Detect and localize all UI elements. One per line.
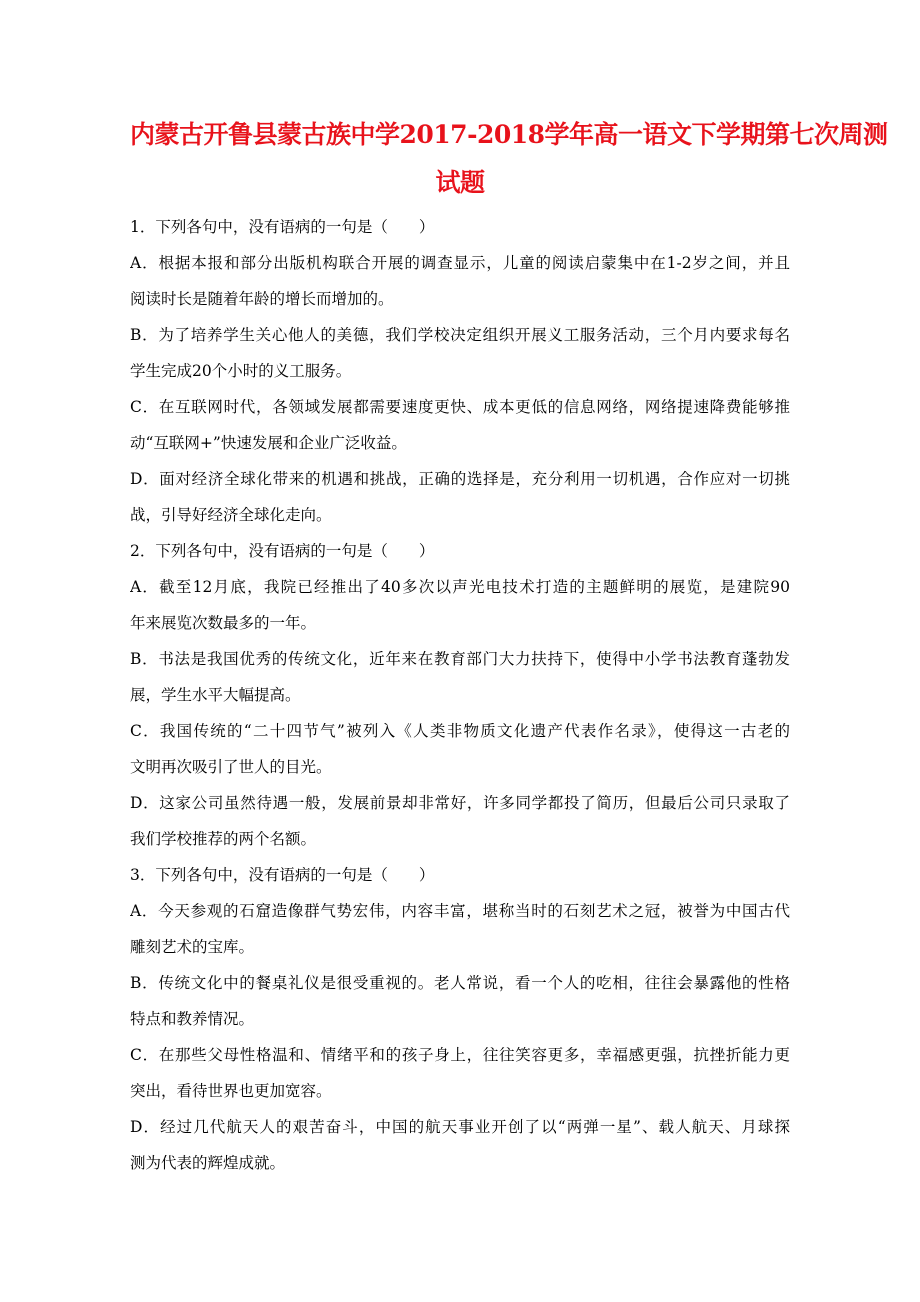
option-line: A．截至12月底，我院已经推出了40多次以声光电技术打造的主题鲜明的展览，是建院90 (130, 578, 790, 596)
option-line: 雕刻艺术的宝库。 (130, 938, 255, 956)
option-line: B．书法是我国优秀的传统文化，近年来在教育部门大力扶持下，使得中小学书法教育蓬勃发 (130, 650, 790, 668)
option-line: 年来展览次数最多的一年。 (130, 614, 317, 632)
option-line: 我们学校推荐的两个名额。 (130, 830, 317, 848)
document-title-continued: 试题 (435, 168, 485, 197)
option-line: A．根据本报和部分出版机构联合开展的调查显示，儿童的阅读启蒙集中在1-2岁之间，并且 (130, 254, 790, 272)
option-line: C．我国传统的“二十四节气”被列入《人类非物质文化遗产代表作名录》，使得这一古老的 (130, 722, 790, 740)
option-line: C．在那些父母性格温和、情绪平和的孩子身上，往往笑容更多，幸福感更强，抗挫折能力更 (130, 1046, 790, 1064)
option-line: 文明再次吸引了世人的目光。 (130, 758, 332, 776)
option-line: D．经过几代航天人的艰苦奋斗，中国的航天事业开创了以“两弹一星”、载人航天、月球探 (130, 1118, 790, 1136)
question-stem: 3．下列各句中，没有语病的一句是（ ） (130, 866, 435, 884)
option-line: 突出，看待世界也更加宽容。 (130, 1082, 332, 1100)
question-stem: 1．下列各句中，没有语病的一句是（ ） (130, 218, 435, 236)
option-line: A．今天参观的石窟造像群气势宏伟，内容丰富，堪称当时的石刻艺术之冠，被誉为中国古代 (130, 902, 790, 920)
document-title: 内蒙古开鲁县蒙古族中学2017-2018学年高一语文下学期第七次周测 (130, 120, 888, 149)
option-line: 展，学生水平大幅提高。 (130, 686, 301, 704)
option-line: B．传统文化中的餐桌礼仪是很受重视的。老人常说，看一个人的吃相，往往会暴露他的性格 (130, 974, 790, 992)
option-line: D．面对经济全球化带来的机遇和挑战，正确的选择是，充分利用一切机遇，合作应对一切挑 (130, 470, 790, 488)
option-line: 测为代表的辉煌成就。 (130, 1154, 286, 1172)
option-line: D．这家公司虽然待遇一般，发展前景却非常好，许多同学都投了简历，但最后公司只录取了 (130, 794, 790, 812)
option-line: 学生完成20个小时的义工服务。 (130, 362, 352, 380)
option-line: 阅读时长是随着年龄的增长而增加的。 (130, 290, 394, 308)
question-stem: 2．下列各句中，没有语病的一句是（ ） (130, 542, 435, 560)
option-line: 动“互联网+”快速发展和企业广泛收益。 (130, 434, 407, 452)
option-line: B．为了培养学生关心他人的美德，我们学校决定组织开展义工服务活动，三个月内要求每名 (130, 326, 790, 344)
document-body (130, 216, 790, 1188)
option-line: C．在互联网时代，各领域发展都需要速度更快、成本更低的信息网络，网络提速降费能够推 (130, 398, 790, 416)
option-line: 特点和教养情况。 (130, 1010, 255, 1028)
option-line: 战，引导好经济全球化走向。 (130, 506, 332, 524)
